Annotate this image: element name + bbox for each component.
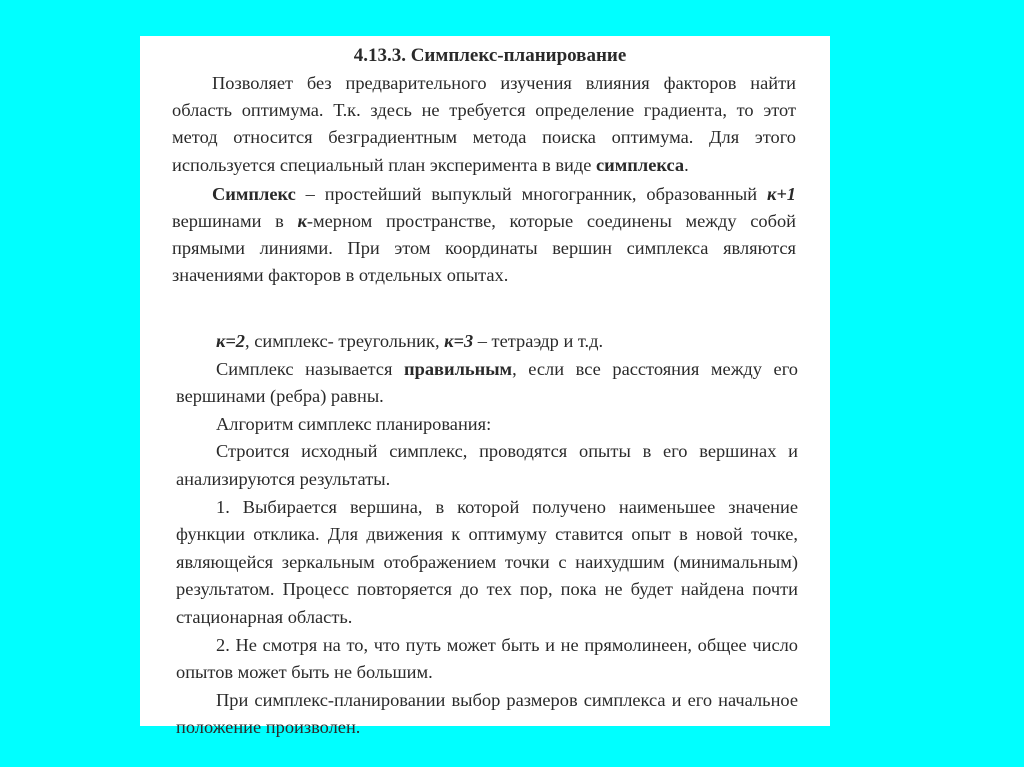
- paragraph-intro: [172, 70, 796, 179]
- paragraph-initial-simplex: Строится исходный симплекс, проводятся опыты в его вершинах и анализируются результаты.: [176, 441, 798, 489]
- paragraph-step-1: 1. Выбирается вершина, в которой получено наименьшее значение функции отклика. Для движения к оптимуму ставится опыт в новой точке, являющейся зеркальным отображением точки с наихудшим (минимальным) результатом. Процесс повторяется до тех пор, пока не будет найдена почти стационарная область.: [176, 496, 798, 627]
- paragraph-step-2: 2. Не смотря на то, что путь может быть и не прямолинеен, общее число опытов может быть не большим.: [176, 634, 798, 683]
- paragraph-algorithm-heading: Алгоритм симплекс планирования:: [216, 413, 492, 434]
- document-page: [140, 36, 830, 738]
- definition-text-c: -мерном пространстве, которые соединены между собой прямыми линиями. При этом координаты вершин симплекса являются значениями факторов в отдельных опытах.: [172, 211, 797, 286]
- paragraph-intro-text: Позволяет без предварительного изучения влияния факторов найти область оптимума. Т.к. здесь не требуется определение градиента, то этот метод относится безградиентным метода поиска оптимума. Для этого используется специальный план эксперимента в виде: [172, 73, 796, 175]
- text-block-top: [172, 42, 796, 290]
- k-variable: к: [297, 211, 307, 232]
- regular-term: правильным: [404, 358, 513, 379]
- regular-text-b: , если все расстояния между его вершинами (ребра) равны.: [176, 358, 798, 407]
- examples-text-a: , симплекс- треугольник,: [245, 331, 445, 351]
- paragraph-definition: [172, 181, 796, 290]
- examples-text-b: – тетраэдр и т.д.: [473, 331, 604, 351]
- k-equals-2: к=2: [216, 331, 245, 351]
- text-block-bottom: [176, 328, 798, 742]
- paragraph-conclusion: При симплекс-планировании выбор размеров симплекса и его начальное положение произволен.: [176, 689, 798, 738]
- simplex-term: симплекса: [596, 154, 685, 175]
- paragraph-examples: [176, 328, 798, 356]
- k-plus-one: к+1: [767, 183, 796, 204]
- definition-text-b: вершинами в: [172, 211, 298, 232]
- paragraph-intro-end: .: [684, 154, 689, 175]
- k-equals-3: к=3: [444, 331, 474, 351]
- section-title: 4.13.3. Симплекс-планирование: [353, 45, 627, 66]
- paragraph-regular: [176, 356, 798, 411]
- regular-text-a: Симплекс называется: [216, 358, 405, 379]
- definition-text-a: – простейший выпуклый многогранник, образованный: [295, 183, 767, 204]
- definition-term: Симплекс: [212, 183, 296, 204]
